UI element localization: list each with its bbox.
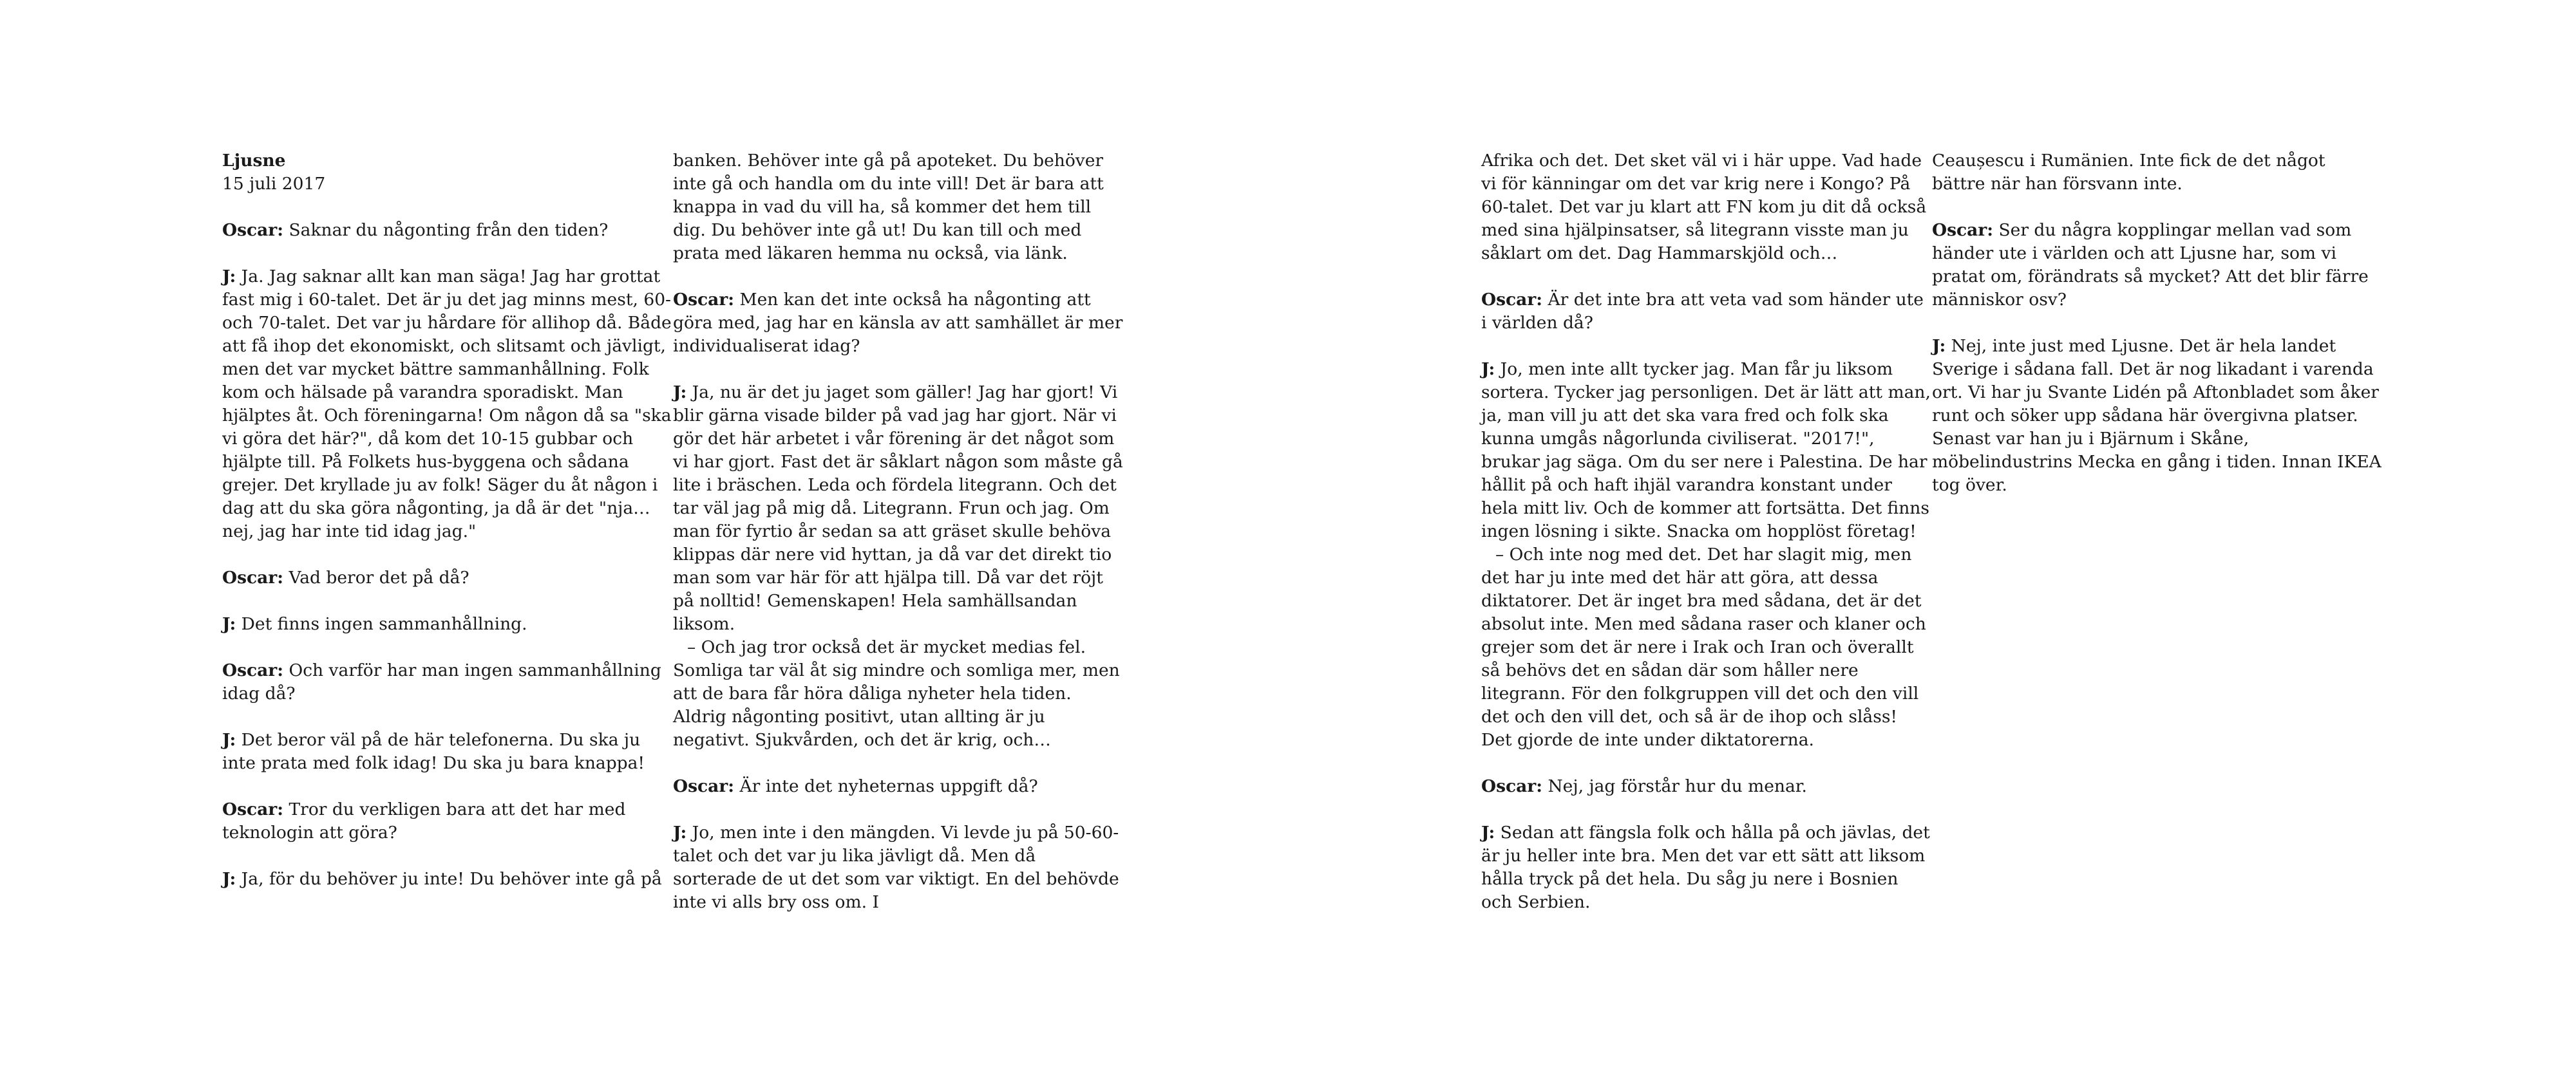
speaker-label: J: (222, 266, 236, 286)
paragraph-text: Ja, nu är det ju jaget som gäller! Jag har gjort! Vi blir gärna visade bilder på vad jag har gjort. När vi gör det här arbetet i vår förening är det något som vi har gjort. Fast det är såklart någon som måste gå lite i bräschen. Leda och fördela litegrann. Och det tar väl jag på mig då. Litegrann. Frun och jag. Om man för fyrtio år sedan sa att gräset skulle behöva klippas där nere vid hyttan, ja då var det direkt tio man som var här för att hjälpa till. Då var det röjt på nolltid! Gemenskapen! Hela samhällsandan liksom. (673, 382, 1123, 634)
paragraph (1481, 288, 1932, 335)
paragraph-text: Är inte det nyheternas uppgift då? (734, 776, 1038, 796)
article-title: Ljusne (222, 151, 286, 171)
speaker-label: Oscar: (1932, 220, 1994, 240)
speaker-label: Oscar: (673, 776, 735, 796)
paragraph (673, 821, 1124, 914)
paragraph-text: Och varför har man ingen sammanhållning idag då? (222, 660, 661, 704)
paragraph (222, 566, 673, 590)
column-2 (673, 149, 1124, 937)
paragraph-text: Är det inte bra att veta vad som händer ute i världen då? (1481, 290, 1924, 333)
paragraph-text: Men kan det inte också ha någonting att göra med, jag har en känsla av att samhället är mer individualiserat idag? (673, 290, 1123, 356)
paragraph (1481, 149, 1932, 265)
paragraph (673, 149, 1124, 265)
paragraph (222, 613, 673, 636)
speaker-label: J: (222, 730, 236, 750)
speaker-label: J: (222, 614, 236, 634)
paragraph-text: – Och jag tror också det är mycket medias fel. Somliga tar väl åt sig mindre och somliga mer, men att de bara får höra dåliga nyheter hela tiden. Aldrig någonting positivt, utan allting är ju negativt. Sjukvården, och det är krig, och… (673, 637, 1120, 750)
speaker-label: Oscar: (222, 220, 284, 240)
paragraph (673, 775, 1124, 798)
paragraph (1932, 335, 2383, 497)
paragraph-text: Ja. Jag saknar allt kan man säga! Jag har grottat fast mig i 60-talet. Det är ju det jag minns mest, 60- och 70-talet. Det var ju hårdare för allihop då. Både att få ihop det ekonomiskt, och slitsamt och jävligt, men det var mycket bättre sammanhållning. Folk kom och hälsade på varandra sporadiskt. Man hjälptes åt. Och föreningarna! Om någon då sa "ska vi göra det här?", då kom det 10-15 gubbar och hjälpte till. På Folkets hus-byggena och sådana grejer. Det kryllade ju av folk! Säger du åt någon i dag att du ska göra någonting, ja då är det "nja… nej, jag har inte tid idag jag." (222, 266, 672, 541)
paragraph-text: Jo, men inte allt tycker jag. Man får ju liksom sortera. Tycker jag personligen. Det är lätt att man, ja, man vill ju att det ska vara fred och folk ska kunna umgås någorlunda civiliserat. "2017!", brukar jag säga. Om du ser nere i Palestina. De har hållit på och haft ihjäl varandra konstant under hela mitt liv. Och de kommer att fortsätta. Det finns ingen lösning i sikte. Snacka om hopplöst företag! (1481, 359, 1931, 541)
paragraph-text: Det beror väl på de här telefonerna. Du ska ju inte prata med folk idag! Du ska ju bara knappa! (222, 730, 645, 773)
speaker-label: Oscar: (1481, 290, 1543, 310)
paragraph-text: banken. Behöver inte gå på apoteket. Du behöver inte gå och handla om du inte vill! Det är bara att knappa in vad du vill ha, så kommer det hem till dig. Du behöver inte gå ut! Du kan till och med prata med läkaren hemma nu också, via länk. (673, 151, 1104, 263)
paragraph (222, 219, 673, 242)
speaker-label: J: (1481, 823, 1495, 843)
speaker-label: Oscar: (222, 799, 284, 819)
paragraph-text: Afrika och det. Det sket väl vi i här uppe. Vad hade vi för känningar om det var krig nere i Kongo? På 60-talet. Det var ju klart att FN kom ju dit då också med sina hjälpinsatser, så litegrann visste man ju såklart om det. Dag Hammarskjöld och… (1481, 151, 1927, 263)
paragraph (1481, 358, 1932, 543)
paragraph-text: Jo, men inte i den mängden. Vi levde ju på 50-60-talet och det var ju lika jävligt då. Men då sorterade de ut det som var viktigt. En del behövde inte vi alls bry oss om. I (673, 823, 1119, 912)
right-page (1288, 0, 2576, 1084)
paragraph-text: Ceaușescu i Rumänien. Inte fick de det något bättre när han försvann inte. (1932, 151, 2325, 194)
paragraph-text: Sedan att fängsla folk och hålla på och jävlas, det är ju heller inte bra. Men det var ett sätt att liksom hålla tryck på det hela. Du såg ju nere i Bosnien och Serbien. (1481, 823, 1930, 912)
paragraph-text: Vad beror det på då? (283, 568, 469, 588)
article-date: 15 juli 2017 (222, 174, 326, 194)
paragraph (222, 659, 673, 706)
paragraph-text: Det finns ingen sammanhållning. (236, 614, 527, 634)
paragraph (673, 636, 1124, 752)
paragraph (1932, 149, 2383, 196)
speaker-label: J: (1481, 359, 1495, 379)
paragraph-text: – Och inte nog med det. Det har slagit mig, men det har ju inte med det här att göra, att dessa diktatorer. Det är inget bra med sådana, det är det absolut inte. Men med sådana raser och klaner och grejer som det är nere i Irak och Iran och överallt så behövs det en sådan där som håller nere litegrann. För den folkgruppen vill det och den vill det och den vill det, och så är de ihop och slåss! Det gjorde de inte under diktatorerna. (1481, 545, 1926, 750)
paragraph (673, 288, 1124, 358)
paragraph-text: Saknar du någonting från den tiden? (283, 220, 609, 240)
paragraph (673, 381, 1124, 636)
paragraph-text: Tror du verkligen bara att det har med teknologin att göra? (222, 799, 626, 843)
speaker-label: J: (222, 869, 236, 889)
speaker-label: J: (673, 382, 687, 402)
column-3 (1481, 149, 1932, 937)
paragraph-text: Nej, jag förstår hur du menar. (1542, 776, 1807, 796)
paragraph (222, 868, 673, 891)
speaker-label: J: (1932, 336, 1946, 356)
speaker-label: Oscar: (673, 290, 735, 310)
paragraph-text: Ser du några kopplingar mellan vad som händer ute i världen och att Ljusne har, som vi pratat om, förändrats så mycket? Att det blir färre människor osv? (1932, 220, 2369, 310)
paragraph (1932, 219, 2383, 312)
speaker-label: J: (673, 823, 687, 843)
speaker-label: Oscar: (1481, 776, 1543, 796)
speaker-label: Oscar: (222, 660, 284, 680)
paragraph (1481, 775, 1932, 798)
column-4 (1932, 149, 2383, 520)
paragraph-text: Nej, inte just med Ljusne. Det är hela landet Sverige i sådana fall. Det är nog likadant i varenda ort. Vi har ju Svante Lidén på Aftonbladet som åker runt och söker upp sådana här övergivna platser. Senast var han ju i Bjärnum i Skåne, möbelindustrins Mecka en gång i tiden. Innan IKEA tog över. (1932, 336, 2382, 495)
column-1 (222, 149, 673, 914)
paragraph (222, 729, 673, 775)
paragraph (222, 265, 673, 543)
paragraph (222, 798, 673, 845)
article-heading (222, 149, 673, 196)
speaker-label: Oscar: (222, 568, 284, 588)
paragraph (1481, 543, 1932, 752)
paragraph-text: Ja, för du behöver ju inte! Du behöver inte gå på (236, 869, 662, 889)
paragraph (1481, 821, 1932, 914)
